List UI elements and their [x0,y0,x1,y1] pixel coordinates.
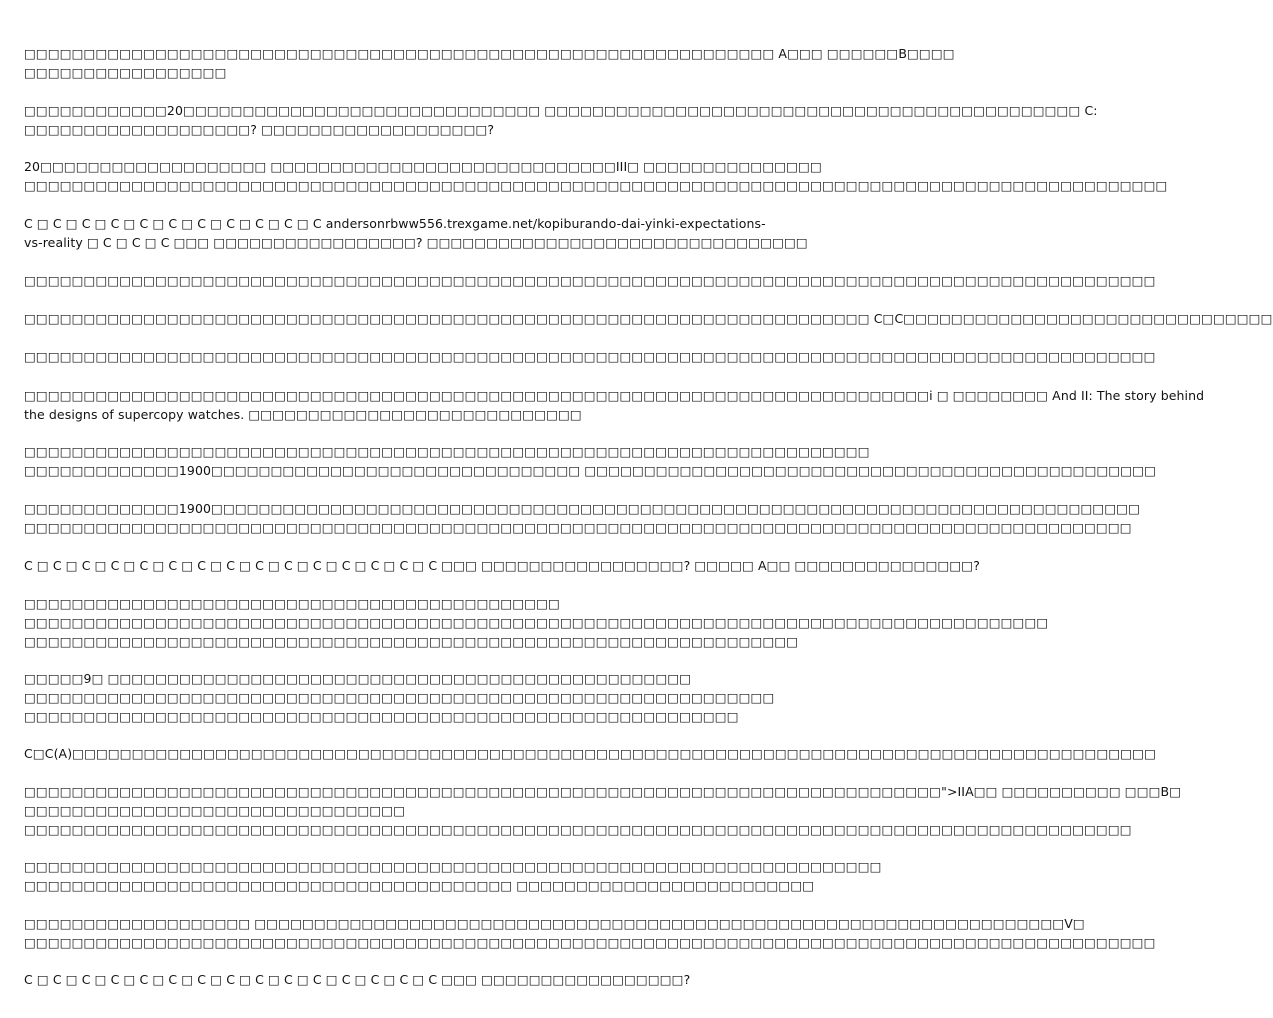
text-line: C□C(A)□□□□□□□□□□□□□□□□□□□□□□□□□□□□□□□□□□□□□□□□□□□□□□□□□□□□□□□□□□□□□□□□□□□□□□□□□□□□□□□□□□□□□□□□□□□ [24,746,1157,761]
text-line: □□□□□□□□□□□□□□□□□□□□□□□□□□□□□□□□□□□□□□□□□□□□□□□□□□□□□□□□□□□□□□□□□□□□□□□ C□C□□□□□□□□□□□□□□□□□□□□□□□□□□□□□□□ [24,311,1273,326]
text-line: □□□□□□□□□□□□□□□□□□□□□□□□□□□□□□□□□□□□□□□□□□□□□□□□□□□□□□□□□□□□□□□□□□□□□□□□□□□□□□□□□□□□□□□□□□□□□□□ [24,273,1156,288]
text-line: □□□□□□□□□□□□□1900□□□□□□□□□□□□□□□□□□□□□□□□□□□□□□□ □□□□□□□□□□□□□□□□□□□□□□□□□□□□□□□□□□□□□□□□□□□□□□□□ [24,463,1157,478]
paragraph-1 [24,44,955,82]
paragraph-16 [24,857,882,895]
text-line: C □ C □ C □ C □ C □ C □ C □ C □ C □ C □ C andersonrbww556.trexgame.net/kopiburando-dai-yinki-expectations- [24,216,766,231]
text-line: □□□□□□□□□□□□□□□□□□□□□□□□□□□□□□□□□□□□□□□□□□□□□□□□□□□□□□□□□□□□□□□□□□□□□□□□□□□□i □ □□□□□□□□ And II: The story behind [24,388,1205,403]
text-line: □□□□□□□□□□□□□□□□□□□□□□□□□□□□□□□□□□□□□□□□□ □□□□□□□□□□□□□□□□□□□□□□□□□ [24,878,815,893]
text-line: □□□□□□□□□□□□□□□□□□□□□□□□□□□□□□□□□□□□□□□□□□□□□□□□□□□□□□□□□□□□□□□□□□□□□□□□ [24,859,882,874]
text-line: □□□□□□□□□□□□□□□□□□□□□□□□□□□□□□□□□□□□□□□□□□□□□□□□□□□□□□□□□□□□□□□□□□□□□□□□□□□□□">IIA□□ □□□□□□□□□□ □□□B□ [24,784,1182,799]
paragraph-6 [24,309,1273,328]
paragraph-11 [24,556,980,575]
paragraph-5 [24,271,1156,290]
paragraph-2 [24,101,1098,139]
paragraph-15 [24,782,1182,839]
paragraph-12 [24,594,1049,651]
text-line: □□□□□□□□□□□□□□□□□□□□□□□□□□□□□□□□□□□□□□□□□□□□□□□□□□□□□□□□□□□□□□□□□□□□□□□□□□□□□□□□□□□□□□ [24,615,1049,630]
paragraph-10 [24,499,1141,537]
text-line: □□□□□□□□□□□□□1900□□□□□□□□□□□□□□□□□□□□□□□□□□□□□□□□□□□□□□□□□□□□□□□□□□□□□□□□□□□□□□□□□□□□□□□□□□□□□□ [24,501,1141,516]
text-line: □□□□□□□□□□□□□□□□□□□□□□□□□□□□□□□□□□□□□□□□□□□□□□□□□□□□□□□□□□□□□□□□□□□□□□□□□□□□□□□□□□□□□□□□□□□□□ [24,822,1132,837]
paragraph-9 [24,442,1157,480]
text-line: □□□□□□□□□□□□□□□□□□□ □□□□□□□□□□□□□□□□□□□□□□□□□□□□□□□□□□□□□□□□□□□□□□□□□□□□□□□□□□□□□□□□□□□□V□ [24,916,1085,931]
text-line: □□□□□□□□□□□□□□□□□□□□□□□□□□□□□□□□□□□□□□□□□□□□□□□□□□□□□□□□□□□□□□□ [24,690,775,705]
text-line: the designs of supercopy watches. □□□□□□□□□□□□□□□□□□□□□□□□□□□□ [24,407,582,422]
text-line: □□□□□□□□□□□□□□□□□□□□□□□□□□□□□□□□□□□□□□□□□□□□□□□□□□□□□□□□□□□□□□□□□□□□□□□□□□□□□□□□□□□□□□□□□□□□□□□ [24,935,1156,950]
paragraph-3 [24,157,1168,195]
text-line: □□□□□9□ □□□□□□□□□□□□□□□□□□□□□□□□□□□□□□□□□□□□□□□□□□□□□□□□□ [24,671,692,686]
paragraph-17 [24,914,1156,952]
text-line: □□□□□□□□□□□□□□□□□□□□□□□□□□□□□□□□ [24,803,406,818]
text-line: □□□□□□□□□□□□□□□□□ [24,65,227,80]
paragraph-7 [24,347,1156,366]
text-line: 20□□□□□□□□□□□□□□□□□□□ □□□□□□□□□□□□□□□□□□□□□□□□□□□□□III□ □□□□□□□□□□□□□□□ [24,159,822,174]
paragraph-13 [24,669,775,726]
text-line: □□□□□□□□□□□□20□□□□□□□□□□□□□□□□□□□□□□□□□□□□□□ □□□□□□□□□□□□□□□□□□□□□□□□□□□□□□□□□□□□□□□□□□□□□ C: [24,103,1098,118]
text-line: □□□□□□□□□□□□□□□□□□□? □□□□□□□□□□□□□□□□□□□? [24,122,495,137]
text-line: □□□□□□□□□□□□□□□□□□□□□□□□□□□□□□□□□□□□□□□□□□□□□□□□□□□□□□□□□□□□□□□□□ [24,634,799,649]
paragraph-8 [24,386,1205,424]
text-line: □□□□□□□□□□□□□□□□□□□□□□□□□□□□□□□□□□□□□□□□□□□□□□□□□□□□□□□□□□□□□□□□□□□□□□□□□□□□□□□□□□□□□□□□□□□□□ [24,520,1132,535]
paragraph-18 [24,970,696,989]
text-line: □□□□□□□□□□□□□□□□□□□□□□□□□□□□□□□□□□□□□□□□□□□□□□□□□□□□□□□□□□□□□□□□□□□□□□□ [24,444,870,459]
text-line: C □ C □ C □ C □ C □ C □ C □ C □ C □ C □ C □ C □ C □ C □ C □□□ □□□□□□□□□□□□□□□□□? □□□□□ A□□ □□□□□□□□□□□□□□□? [24,558,980,573]
text-line: C □ C □ C □ C □ C □ C □ C □ C □ C □ C □ C □ C □ C □ C □ C □□□ □□□□□□□□□□□□□□□□□? [24,972,691,987]
paragraph-4 [24,214,808,252]
text-line: □□□□□□□□□□□□□□□□□□□□□□□□□□□□□□□□□□□□□□□□□□□□□□□□□□□□□□□□□□□□□□□□□□□□□□□□□□□□□□□□□□□□□□□□□□□□□□□□ [24,178,1168,193]
text-line: vs-reality □ C □ C □ C □□□ □□□□□□□□□□□□□□□□□? □□□□□□□□□□□□□□□□□□□□□□□□□□□□□□□□ [24,235,808,250]
text-line: □□□□□□□□□□□□□□□□□□□□□□□□□□□□□□□□□□□□□□□□□□□□□□□□□□□□□□□□□□□□□□□□□□□□□□□□□□□□□□□□□□□□□□□□□□□□□□□ [24,349,1156,364]
paragraph-14 [24,744,1157,763]
text-line: □□□□□□□□□□□□□□□□□□□□□□□□□□□□□□□□□□□□□□□□□□□□□□□□□□□□□□□□□□□□□□□ A□□□ □□□□□□B□□□□ [24,46,955,61]
text-line: □□□□□□□□□□□□□□□□□□□□□□□□□□□□□□□□□□□□□□□□□□□□□□□□□□□□□□□□□□□□ [24,709,739,724]
text-line: □□□□□□□□□□□□□□□□□□□□□□□□□□□□□□□□□□□□□□□□□□□□□ [24,596,560,611]
